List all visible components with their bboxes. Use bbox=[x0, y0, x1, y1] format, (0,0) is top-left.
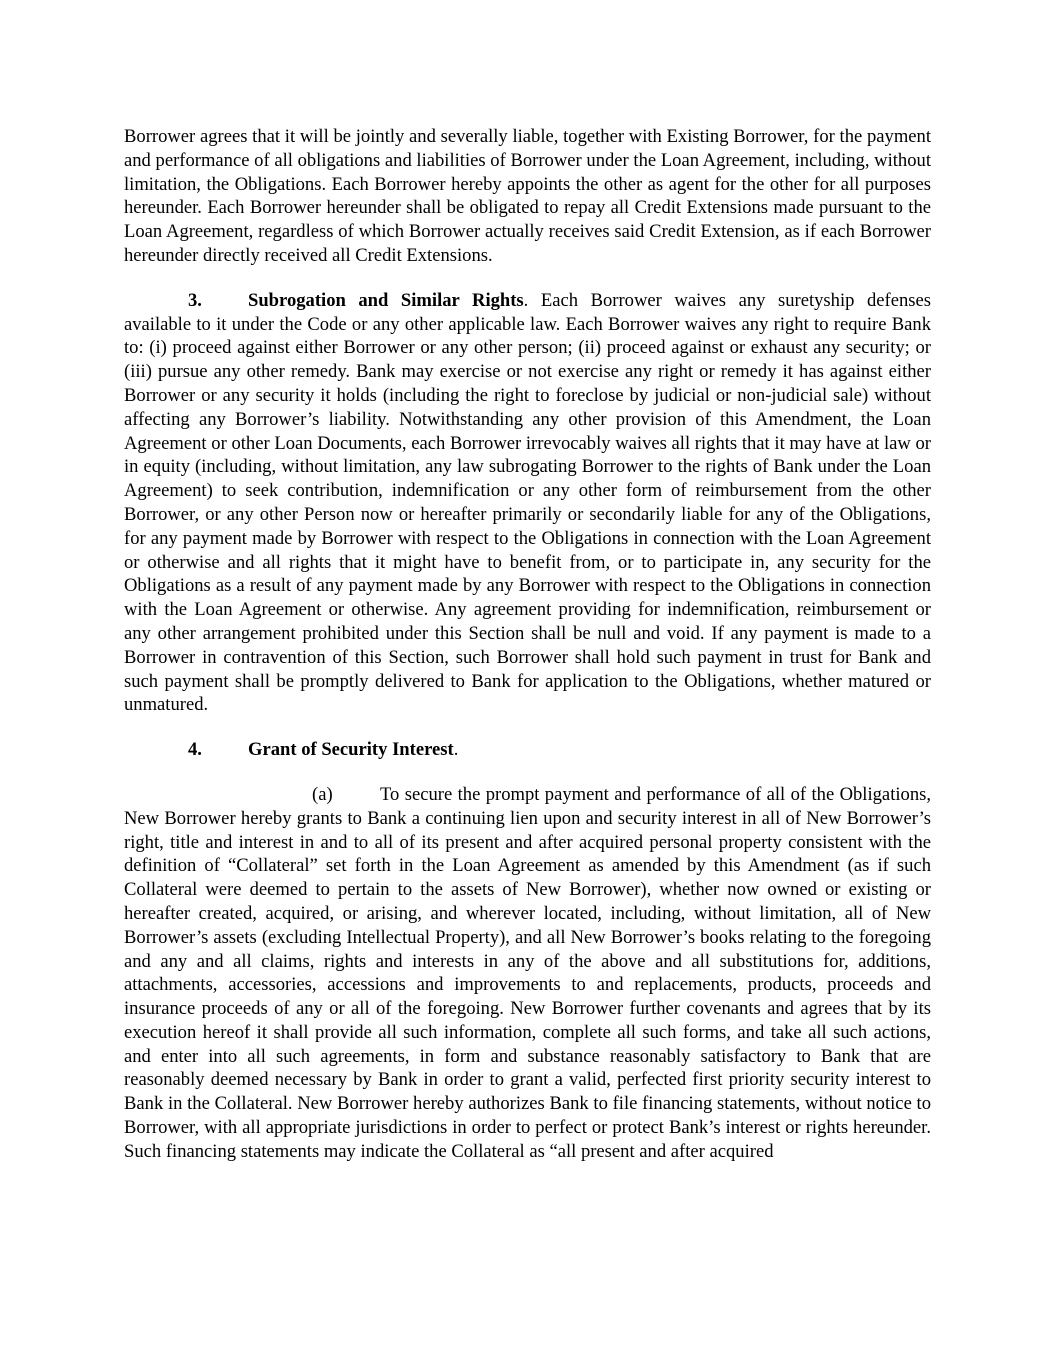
section-4a-paragraph bbox=[124, 783, 931, 1164]
section-4-heading bbox=[124, 738, 931, 762]
section-3-paragraph bbox=[124, 289, 931, 717]
paragraph-continuation: Borrower agrees that it will be jointly and severally liable, together with Existing Borrower, for the payment and performance of all obligations and liabilities of Borrower under the Loan Agreement, including, without limitation, the Obligations. Each Borrower hereby appoints the other as agent for the other for all purposes hereunder. Each Borrower hereunder shall be obligated to repay all Credit Extensions made pursuant to the Loan Agreement, regardless of which Borrower actually receives said Credit Extension, as if each Borrower hereunder directly received all Credit Extensions. bbox=[124, 126, 931, 266]
section-3-number: 3. bbox=[188, 289, 202, 311]
section-4-number: 4. bbox=[188, 739, 202, 761]
section-4-title-punct: . bbox=[453, 739, 459, 761]
section-3-body: Each Borrower waives any suretyship defenses available to it under the Code or any other applicable law. Each Borrower waives any right to require Bank to: (i) proceed against either Borrower or any other person; (ii) proceed against or exhaust any security; or (iii) pursue any other remedy. Bank may exercise or not exercise any right or remedy it has against either Borrower or any security it holds (including the right to foreclose by judicial or non-judicial sale) without affecting any Borrower’s liability. Notwithstanding any other provision of this Amendment, the Loan Agreement or other Loan Documents, each Borrower irrevocably waives all rights that it may have at law or in equity (including, without limitation, any law subrogating Borrower to the rights of Bank under the Loan Agreement) to seek contribution, indemnification or any other form of reimbursement from the other Borrower, or any other Person now or hereafter primarily or secondarily liable for any of the Obligations, for any payment made by Borrower with respect to the Obligations in connection with the Loan Agreement or otherwise and all rights that it might have to benefit from, or to participate in, any security for the Obligations as a result of any payment made by any Borrower with respect to the Obligations in connection with the Loan Agreement or otherwise. Any agreement providing for indemnification, reimbursement or any other arrangement prohibited under this Section shall be null and void. If any payment is made to a Borrower in contravention of this Section, such Borrower shall hold such payment in trust for Bank and such payment shall be promptly delivered to Bank for application to the Obligations, whether matured or unmatured. bbox=[124, 289, 931, 716]
document-page bbox=[124, 125, 931, 1164]
section-4-title: Grant of Security Interest bbox=[248, 739, 454, 761]
section-3-title-punct: . bbox=[523, 289, 529, 311]
section-4a-body: To secure the prompt payment and performance of all of the Obligations, New Borrower hereby grants to Bank a continuing lien upon and security interest in all of New Borrower’s right, title and interest in and to all of its present and after acquired personal property consistent with the definition of “Collateral” set forth in the Loan Agreement as amended by this Amendment (as if such Collateral were deemed to pertain to the assets of New Borrower), whether now owned or existing or hereafter created, acquired, or arising, and wherever located, including, without limitation, all of New Borrower’s assets (excluding Intellectual Property), and all New Borrower’s books relating to the foregoing and any and all claims, rights and interests in any of the above and all substitutions for, additions, attachments, accessories, accessions and improvements to and replacements, products, proceeds and insurance proceeds of any or all of the foregoing. New Borrower further covenants and agrees that by its execution hereof it shall provide all such information, complete all such forms, and take all such actions, and enter into all such agreements, in form and substance reasonably satisfactory to Bank that are reasonably deemed necessary by Bank in order to grant a valid, perfected first priority security interest to Bank in the Collateral. New Borrower hereby authorizes Bank to file financing statements, without notice to Borrower, with all appropriate jurisdictions in order to perfect or protect Bank’s interest or rights hereunder. Such financing statements may indicate the Collateral as “all present and after acquired bbox=[124, 783, 931, 1162]
section-4a-label: (a) bbox=[312, 783, 333, 805]
section-3-title: Subrogation and Similar Rights bbox=[248, 289, 524, 311]
